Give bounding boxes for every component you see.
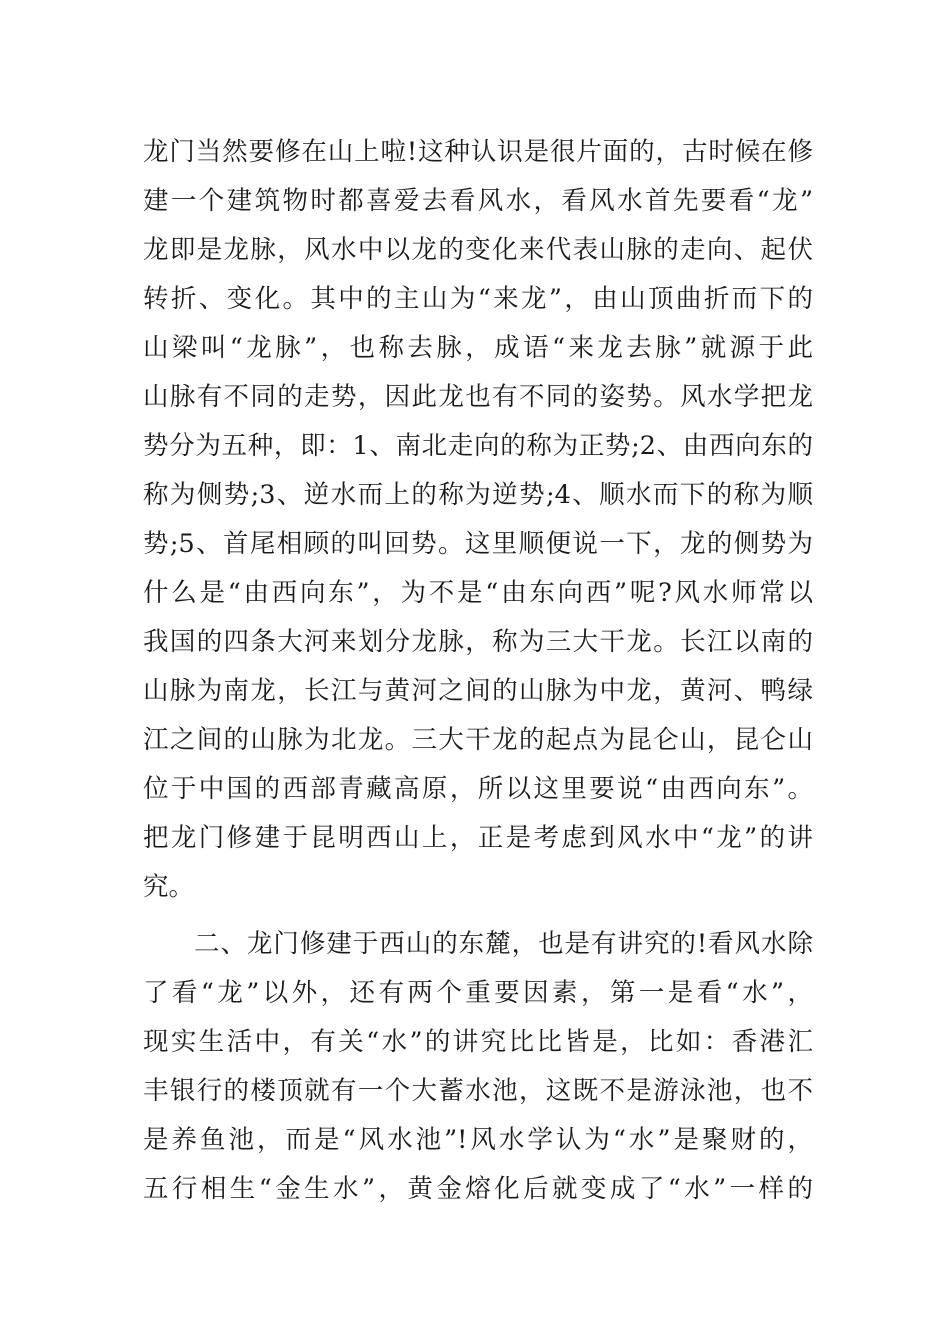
text-line: 山梁叫“龙脉”，也称去脉，成语“来龙去脉”就源于此	[143, 333, 813, 363]
text-line: 什么是“由西向东”，为不是“由东向西”呢?风水师常以	[143, 578, 813, 608]
text-line: 山脉有不同的走势，因此龙也有不同的姿势。风水学把龙	[143, 382, 813, 412]
text-line: 势分为五种，即：1、南北走向的称为正势;2、由西向东的	[143, 431, 813, 461]
text-line: 势;5、首尾相顾的叫回势。这里顺便说一下，龙的侧势为	[143, 529, 813, 559]
text-line: 现实生活中，有关“水”的讲究比比皆是，比如：香港汇	[143, 1027, 813, 1057]
paragraph-gap	[143, 912, 813, 920]
text-line: 了看“龙”以外，还有两个重要因素，第一是看“水”，	[143, 978, 813, 1008]
text-line-last: 究。	[143, 872, 195, 902]
document-body	[143, 128, 813, 1214]
paragraph-1	[143, 128, 813, 912]
text-line: 龙门当然要修在山上啦!这种认识是很片面的，古时候在修	[143, 137, 813, 167]
text-line: 是养鱼池，而是“风水池”!风水学认为“水”是聚财的，	[143, 1125, 813, 1155]
text-line: 建一个建筑物时都喜爱去看风水，看风水首先要看“龙”	[143, 186, 813, 216]
text-line-indented: 二、龙门修建于西山的东麓，也是有讲究的!看风水除	[194, 929, 813, 959]
text-line: 山脉为南龙，长江与黄河之间的山脉为中龙，黄河、鸭绿	[143, 676, 813, 706]
text-line: 把龙门修建于昆明西山上，正是考虑到风水中“龙”的讲	[143, 823, 813, 853]
text-line: 转折、变化。其中的主山为“来龙”，由山顶曲折而下的	[143, 284, 813, 314]
text-line: 我国的四条大河来划分龙脉，称为三大干龙。长江以南的	[143, 627, 813, 657]
text-line: 丰银行的楼顶就有一个大蓄水池，这既不是游泳池，也不	[143, 1076, 813, 1106]
paragraph-2	[143, 920, 813, 1214]
text-line: 五行相生“金生水”，黄金熔化后就变成了“水”一样的	[143, 1174, 813, 1204]
text-line: 位于中国的西部青藏高原，所以这里要说“由西向东”。	[143, 774, 813, 804]
text-line: 江之间的山脉为北龙。三大干龙的起点为昆仑山，昆仑山	[143, 725, 813, 755]
text-line: 龙即是龙脉，风水中以龙的变化来代表山脉的走向、起伏	[143, 235, 813, 265]
text-line: 称为侧势;3、逆水而上的称为逆势;4、顺水而下的称为顺	[143, 480, 813, 510]
